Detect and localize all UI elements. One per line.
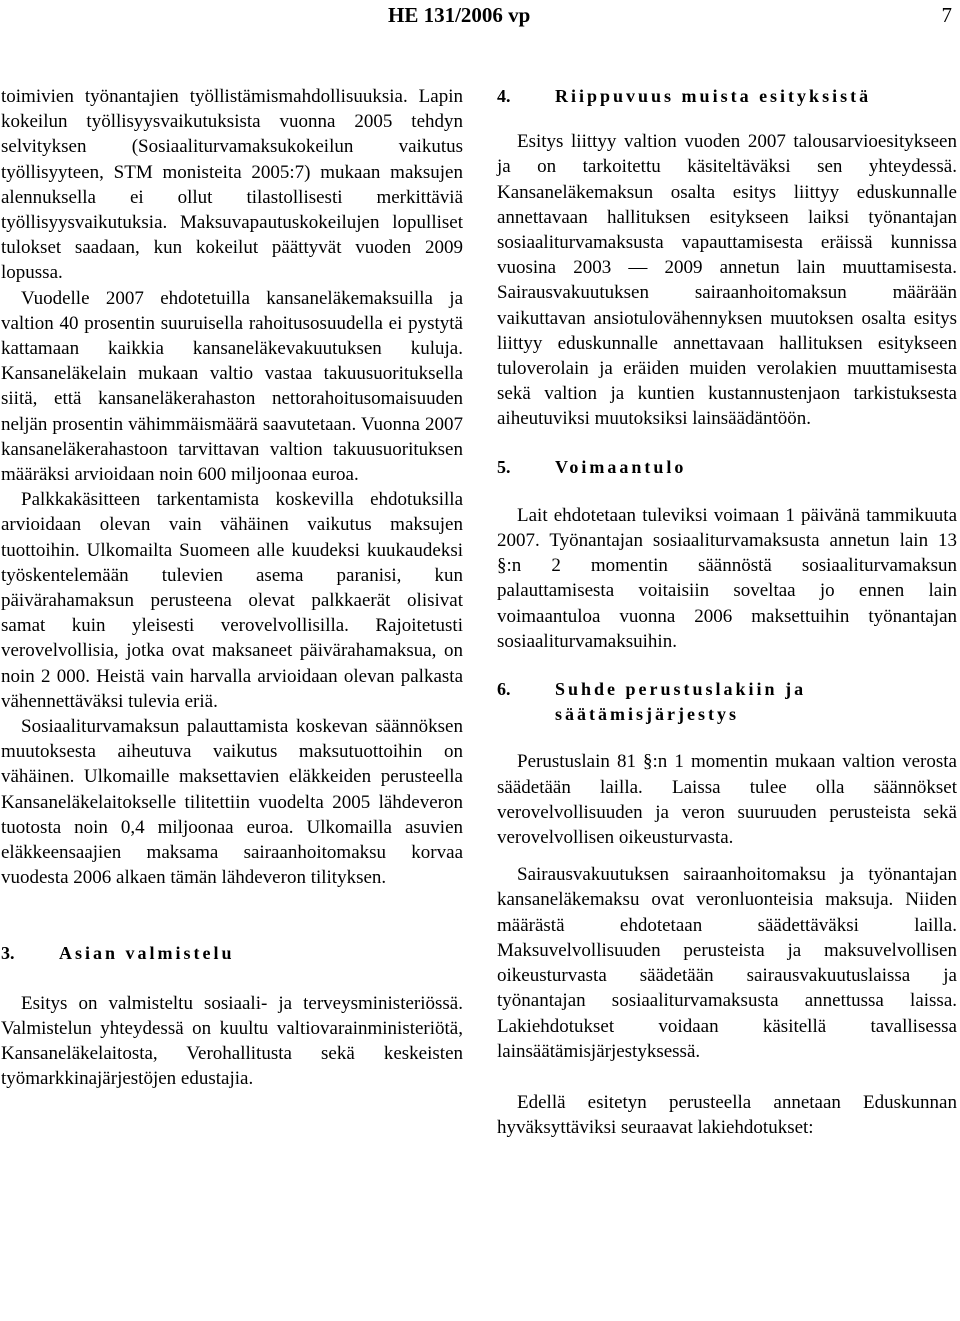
paragraph: Sairausvakuutuksen sairaanhoitomaksu ja työnantajan kansaneläkemaksu ovat veronluonteisia maksuja. Niiden määrästä ehdotetaan säädettäväksi lailla. Maksuvelvollisuuden perusteista ja maksuvelvollisen oikeusturvasta säädetään sairausvakuutuslaissa ja työnantajan sosiaaliturvamaksusta annettussa laissa. Lakiehdotukset voidaan käsitellä tavallisessa lainsäätämisjärjestyksessä. [497, 864, 957, 1062]
section-heading-3 [1, 941, 463, 966]
section-title: Asian valmistelu [59, 942, 235, 963]
paragraph: Palkkakäsitteen tarkentamista koskevilla ehdotuksilla arvioidaan olevan vain vähäinen vaikutus maksujen tuottoihin. Ulkomailta Suomeen alle kuudeksi kuukaudeksi työskentelemään tulevien asema paranisi, kun päivärahamaksun perusteena olevat palkkaerät olisivat samat kuin yleisesti verovelvollisilla. Rajoitetusti verovelvollisia, jotka ovat maksaneet päivärahamaksua, on noin 2 000. Heistä vain harvalla arvioidaan olevan palkasta vähennettäväksi tulevia eriä. [1, 489, 463, 712]
document-id: HE 131/2006 vp [388, 3, 531, 27]
paragraph: Esitys on valmisteltu sosiaali- ja terveysministeriössä. Valmistelun yhteydessä on kuultu valtiovarainministeriötä, Kansaneläkelaitosta, Verohallitusta sekä keskeisten työmarkkinajärjestöjen edustajia. [1, 992, 463, 1090]
section-title: Voimaantulo [555, 456, 687, 477]
section-title: Suhde perustuslakiin ja säätämisjärjestys [555, 679, 807, 725]
section-number: 3. [1, 942, 15, 963]
page-header [0, 0, 960, 30]
section-number: 5. [497, 456, 511, 477]
section-title: Riippuvuus muista esityksistä [555, 86, 872, 106]
paragraph: Esitys liittyy valtion vuoden 2007 talousarvioesitykseen ja on tarkoitettu käsiteltäväksi sen yhteydessä. Kansaneläkemaksun osalta esitys liittyy eduskunnalle annettavaan hallituksen esitykseen laiksi työnantajan sosiaaliturvamaksusta vapauttamisesta eräissä kunnissa vuosina 2003 — 2009 annetun lain muuttamisesta. Sairausvakuutuksen sairaanhoitomaksun määrään vaikuttavan ansiotulovähennyksen muutoksen osalta esitys liittyy eduskunnalle annettavaan hallituksen esitykseen tuloverolain ja eräiden muiden verolakien muuttamisesta sekä valtion ja kuntien kustannustenjaon tarkistuksesta aiheutuviksi muutoksiksi lainsäädäntöön. [497, 131, 957, 430]
section-number: 6. [497, 679, 511, 700]
section-heading-5 [497, 455, 957, 480]
paragraph: Sosiaaliturvamaksun palauttamista koskevan säännöksen muutoksesta aiheutuva vaikutus maksutuottoihin on vähäinen. Ulkomaille maksettavien eläkkeiden perusteella Kansaneläkelaitokselle tilitettiin vuodelta 2005 lähdeveron tuotosta noin 0,4 miljoonaa euroa. Ulkomailla asuvien eläkkeensaajien maksama sairaanhoitomaksu korvaa vuodesta 2006 alkaen tämän lähdeveron tilityksen. [1, 716, 463, 889]
left-column [1, 84, 463, 1092]
paragraph: Perustuslain 81 §:n 1 momentin mukaan valtion verosta säädetään lailla. Laissa tulee olla säännökset verovelvollisuuden ja veron suuruuden perusteista sekä verovelvollisen oikeusturvasta. [497, 751, 957, 849]
section-heading-4 [497, 84, 957, 109]
paragraph: toimivien työnantajien työllistämismahdollisuuksia. Lapin kokeilun työllisyysvaikutuksista vuonna 2005 tehdyn selvityksen (Sosiaaliturvamaksukokeilun vaikutus työllisyyteen, STM monisteita 2005:7) mukaan maksujen alennuksella ei ollut tilastollisesti merkittäviä työllisyysvaikutuksia. Maksuvapautuskokeilujen lopulliset tulokset saadaan, kun kokeilut päättyvät vuoden 2009 lopussa. [1, 86, 463, 284]
section-number: 4. [497, 86, 511, 106]
section-heading-6 [497, 677, 957, 727]
paragraph: Edellä esitetyn perusteella annetaan Eduskunnan hyväksyttäviksi seuraavat lakiehdotukset: [497, 1091, 957, 1139]
paragraph: Lait ehdotetaan tuleviksi voimaan 1 päivänä tammikuuta 2007. Työnantajan sosiaaliturvamaksusta annetun lain 13 §:n 2 momentin säännöstä sosiaaliturvamaksun palauttamisesta voitaisiin soveltaa jo ennen lain voimaantuloa vuonna 2006 maksettuihin työnantajan sosiaaliturvamaksuihin. [497, 504, 957, 652]
paragraph: Vuodelle 2007 ehdotetuilla kansaneläkemaksuilla ja valtion 40 prosentin suuruisella rahoitusosuudella ei pystytä kattamaan kaikkia kansaneläkevakuutuksen kuluja. Kansaneläkelain mukaan valtio vastaa takuusuorituksella siitä, että kansaneläkerahaston nettorahoitusomaisuuden neljän prosentin vähimmäismäärä saavutetaan. Vuonna 2007 kansaneläkerahastoon tarvittavan valtion takuusuorituksen määräksi arvioidaan noin 600 miljoonaa euroa. [1, 287, 463, 486]
page-number: 7 [941, 3, 952, 27]
right-column [497, 84, 957, 1140]
